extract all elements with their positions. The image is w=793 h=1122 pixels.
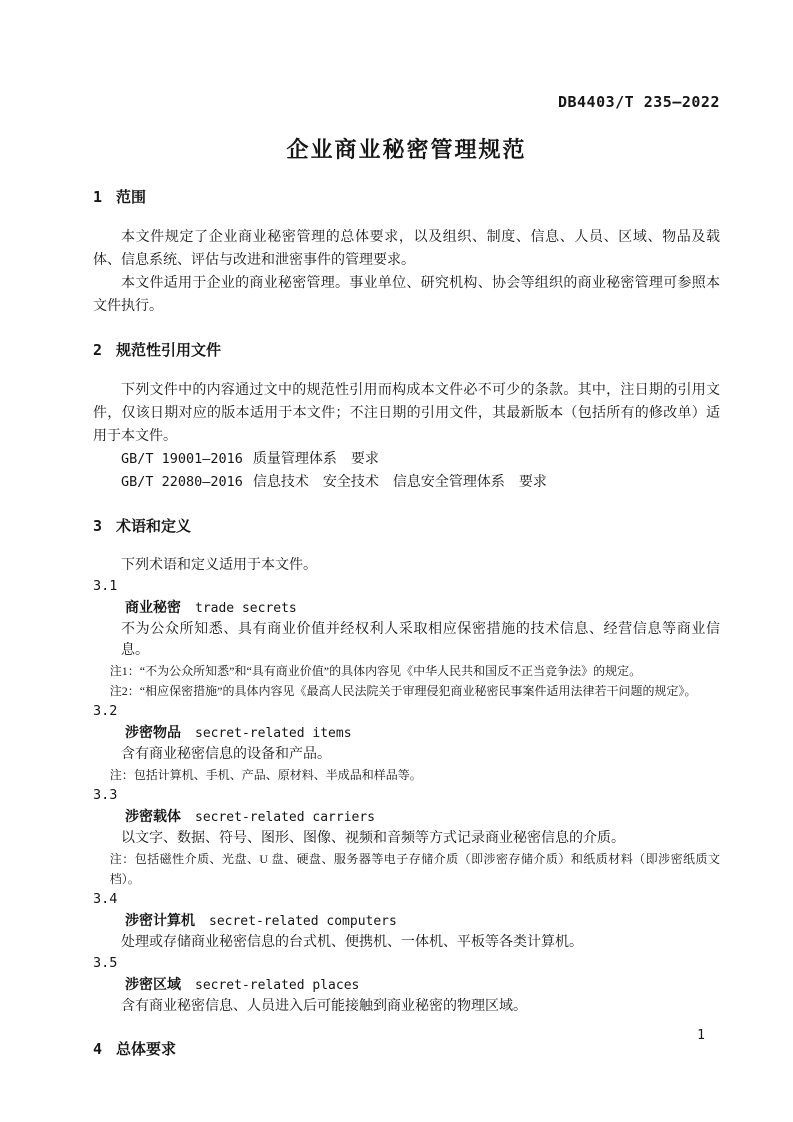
reference-code: GB/T 22080—2016	[121, 474, 243, 490]
term-definition: 以文字、数据、符号、图形、图像、视频和音频等方式记录商业秘密信息的介质。	[121, 831, 625, 846]
term-name-en: secret-related items	[195, 726, 352, 741]
term-entry	[93, 701, 720, 785]
term-name-en: trade secrets	[195, 601, 297, 616]
section-3-heading	[93, 516, 720, 537]
term-name-zh: 涉密载体	[125, 808, 181, 824]
term-name-en: secret-related places	[195, 978, 360, 993]
section-4-title: 总体要求	[116, 1041, 177, 1058]
term-definition: 含有商业秘密信息、人员进入后可能接触到商业秘密的物理区域。	[121, 999, 527, 1014]
term-number: 3.5	[93, 955, 118, 971]
reference-title: 质量管理体系 要求	[252, 452, 379, 467]
standard-number: DB4403/T 235—2022	[557, 93, 720, 111]
term-name	[125, 722, 720, 744]
term-name	[125, 806, 720, 828]
reference-title: 信息技术 安全技术 信息安全管理体系 要求	[252, 475, 547, 490]
term-name-zh: 涉密计算机	[125, 912, 195, 928]
term-note: 注：包括计算机、手机、产品、原材料、半成品和样品等。	[109, 768, 422, 782]
terms-intro: 下列术语和定义适用于本文件。	[121, 558, 317, 573]
section-1-title: 范围	[116, 189, 147, 206]
section-2-heading	[93, 340, 720, 361]
reference-code: GB/T 19001—2016	[121, 451, 243, 467]
term-name-en: secret-related carriers	[195, 810, 376, 825]
term-note: 注：包括磁性介质、光盘、U 盘、硬盘、服务器等电子存储介质（即涉密存储介质）和纸质材料（即涉密纸质文档）。	[109, 852, 720, 886]
term-name	[125, 974, 720, 996]
normative-reference	[121, 448, 720, 471]
term-number: 3.2	[93, 703, 118, 719]
term-number: 3.1	[93, 578, 118, 594]
term-entry	[93, 889, 720, 953]
page-number: 1	[697, 1028, 705, 1043]
term-note: 注2：“相应保密措施”的具体内容见《最高人民法院关于审理侵犯商业秘密民事案件适用法律若干问题的规定》。	[109, 684, 697, 698]
term-entry	[93, 953, 720, 1017]
document-title: 企业商业秘密管理规范	[286, 137, 527, 162]
term-number: 3.3	[93, 787, 118, 803]
term-name	[125, 910, 720, 932]
section-4-heading	[93, 1039, 720, 1060]
term-name	[125, 597, 720, 619]
section-1-paragraph: 本文件规定了企业商业秘密管理的总体要求，以及组织、制度、信息、人员、区域、物品及载体、信息系统、评估与改进和泄密事件的管理要求。	[93, 230, 720, 268]
normative-reference	[121, 471, 720, 494]
term-definition: 处理或存储商业秘密信息的台式机、便携机、一体机、平板等各类计算机。	[121, 935, 583, 950]
term-definition: 含有商业秘密信息的设备和产品。	[121, 747, 331, 762]
section-3-title: 术语和定义	[116, 518, 192, 535]
section-2-paragraph: 下列文件中的内容通过文中的规范性引用而构成本文件必不可少的条款。其中，注日期的引用文件，仅该日期对应的版本适用于本文件；不注日期的引用文件，其最新版本（包括所有的修改单）适用于本文件。	[93, 383, 720, 444]
section-1-number: 1	[93, 188, 103, 206]
section-3-number: 3	[93, 517, 103, 535]
section-1-heading	[93, 187, 720, 208]
term-number: 3.4	[93, 891, 118, 907]
term-entry	[93, 785, 720, 889]
section-2-number: 2	[93, 341, 103, 359]
term-note: 注1：“不为公众所知悉”和“具有商业价值”的具体内容见《中华人民共和国反不正当竞争法》的规定。	[109, 664, 642, 678]
term-name-en: secret-related computers	[209, 914, 397, 929]
term-name-zh: 涉密物品	[125, 724, 181, 740]
section-1-paragraph: 本文件适用于企业的商业秘密管理。事业单位、研究机构、协会等组织的商业秘密管理可参照本文件执行。	[93, 276, 720, 314]
term-definition: 不为公众所知悉、具有商业价值并经权利人采取相应保密措施的技术信息、经营信息等商业信息。	[121, 622, 720, 658]
term-name-zh: 商业秘密	[125, 599, 181, 615]
section-2-title: 规范性引用文件	[116, 342, 222, 359]
term-name-zh: 涉密区域	[125, 976, 181, 992]
term-entry	[93, 576, 720, 701]
section-4-number: 4	[93, 1040, 103, 1058]
